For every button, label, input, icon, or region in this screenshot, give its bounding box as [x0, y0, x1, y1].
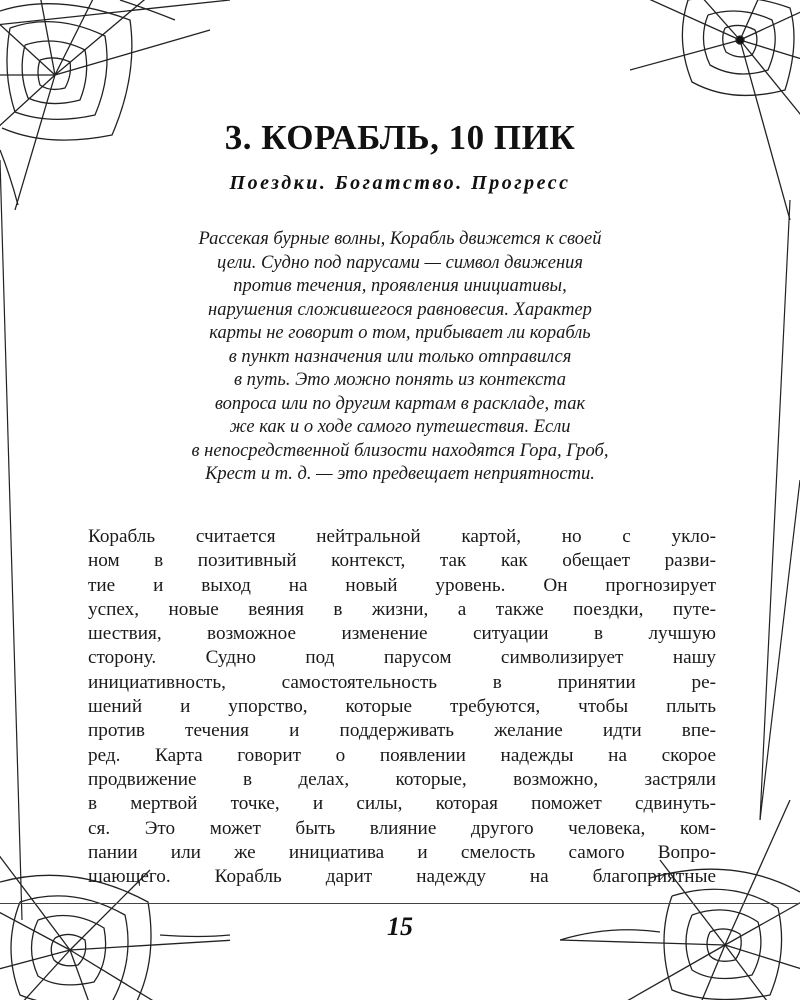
body-line: ся. Это может быть влияние другого человека, ком-: [88, 817, 716, 839]
intro-line: против течения, проявления инициативы,: [233, 276, 567, 296]
body-line: Корабль считается нейтральной картой, но с укло-: [88, 526, 716, 547]
intro-line: Рассекая бурные волны, Корабль движется к своей: [198, 229, 602, 249]
body-paragraph: [88, 525, 716, 889]
body-line: продвижение в делах, которые, возможно, застряли: [88, 768, 716, 790]
body-line: шений и упорство, которые требуются, чтобы плыть: [88, 696, 716, 718]
intro-line: в пункт назначения или только отправился: [228, 346, 572, 367]
intro-line: в путь. Это можно понять из контекста: [233, 370, 567, 390]
intro-line: вопроса или по другим картам в раскладе, так: [214, 393, 586, 414]
body-line: шествия, возможное изменение ситуации в лучшую: [88, 623, 716, 645]
body-line: тие и выход на новый уровень. Он прогнозирует: [88, 574, 716, 596]
intro-line: же как и о ходе самого путешествия. Если: [229, 417, 571, 437]
intro-line: цели. Судно под парусами — символ движения: [216, 252, 583, 273]
intro-line: нарушения сложившегося равновесия. Характер: [208, 299, 592, 320]
footer-divider: [0, 903, 800, 904]
body-line: ном в позитивный контекст, так как обещает разви-: [88, 550, 716, 572]
intro-line: Крест и т. д. — это предвещает неприятности.: [205, 464, 595, 484]
body-line: успех, новые веяния в жизни, а также поездки, путе-: [88, 598, 716, 620]
body-line: ред. Карта говорит о появлении надежды на скорое: [88, 744, 716, 766]
intro-line: карты не говорит о том, прибывает ли корабль: [209, 323, 591, 343]
page-number: 15: [387, 912, 413, 941]
body-line: инициативность, самостоятельность в принятии ре-: [88, 671, 716, 693]
body-line: против течения и поддерживать желание идти впе-: [88, 720, 716, 742]
intro-paragraph: [88, 228, 712, 487]
body-line: шающего. Корабль дарит надежду на благоприятные: [88, 866, 716, 888]
body-line: в мертвой точке, и силы, которая поможет сдвинуть-: [88, 793, 716, 815]
body-line: пании или же инициатива и смелость самого Вопро-: [88, 841, 716, 863]
page-subtitle: Поездки. Богатство. Прогресс: [229, 172, 571, 194]
body-line: сторону. Судно под парусом символизирует нашу: [88, 647, 716, 669]
intro-line: в непосредственной близости находятся Гора, Гроб,: [191, 440, 609, 461]
page-title: 3. КОРАБЛЬ, 10 ПИК: [224, 118, 576, 157]
